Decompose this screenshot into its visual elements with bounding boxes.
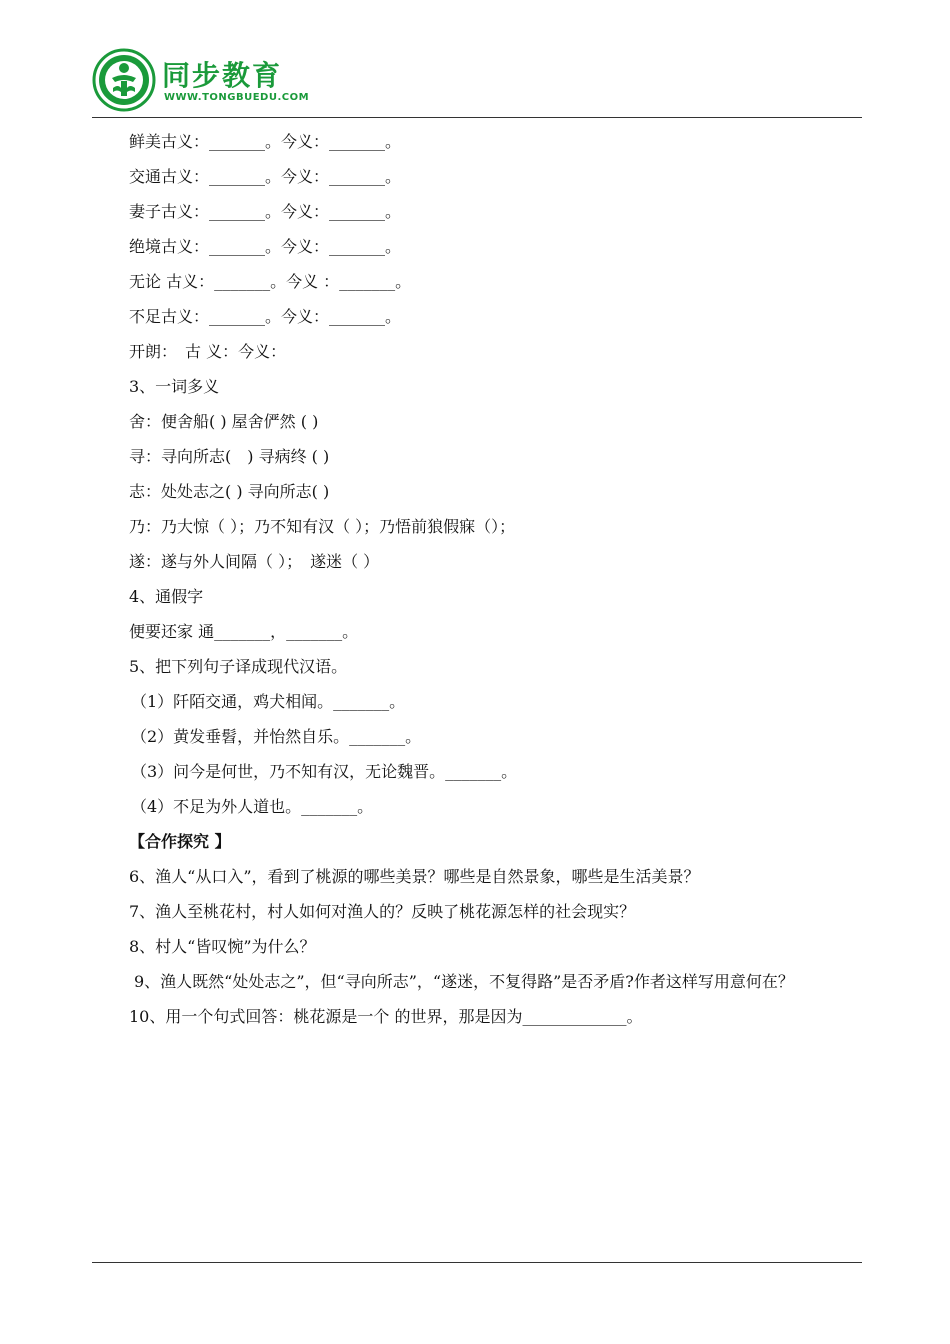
section-heading: 3、一词多义 [129, 377, 220, 396]
question-line: 7、渔人至桃花村，村人如何对渔人的？反映了桃花源怎样的社会现实？ [129, 902, 636, 921]
polysemy-line: 志：处处志之( ) 寻向所志( ) [129, 482, 330, 501]
vocab-line: 无论 古义：_______。今义 ：_______。 [129, 272, 412, 291]
footer-divider [92, 1262, 862, 1263]
section-heading: 5、把下列句子译成现代汉语。 [129, 657, 348, 676]
translation-line: （3）问今是何世，乃不知有汉，无论魏晋。_______。 [131, 762, 518, 781]
question-line: 9、渔人既然“处处志之”，但“寻向所志”，“遂迷，不复得路”是否矛盾?作者这样写用意何在？ [134, 972, 794, 991]
translation-line: （2）黄发垂髫，并怡然自乐。_______。 [131, 727, 422, 746]
vocab-line: 交通古义：_______。今义：_______。 [129, 167, 402, 186]
polysemy-line: 寻：寻向所志( ) 寻病终 ( ) [129, 447, 330, 466]
vocab-line: 不足古义：_______。今义：_______。 [129, 307, 402, 326]
brand-url: WWW.TONGBUEDU.COM [164, 92, 310, 103]
vocab-line: 绝境古义：_______。今义：_______。 [129, 237, 402, 256]
vocab-line: 开朗： 古 义：今义： [129, 342, 287, 361]
worksheet-body [92, 124, 862, 1034]
header-divider [92, 117, 862, 118]
page-header [92, 48, 862, 118]
translation-line: （4）不足为外人道也。_______。 [131, 797, 374, 816]
question-line: 10、用一个句式回答：桃花源是一个 的世界，那是因为_____________。 [129, 1007, 643, 1026]
question-line: 8、村人“皆叹惋”为什么？ [129, 937, 316, 956]
brand-name: 同步教育 [162, 59, 283, 92]
polysemy-line: 遂：遂与外人间隔（ ）； 遂迷（ ） [129, 552, 380, 571]
vocab-line: 妻子古义：_______。今义：_______。 [129, 202, 402, 221]
tongbu-logo-icon [92, 48, 156, 112]
tongjia-line: 便要还家 通_______，_______。 [129, 622, 359, 641]
question-line: 6、渔人“从口入”，看到了桃源的哪些美景？哪些是自然景象，哪些是生活美景？ [129, 867, 700, 886]
section-heading-cooperative: 【合作探究 】 [129, 832, 231, 851]
polysemy-line: 舍：便舍船( ) 屋舍俨然 ( ) [129, 412, 319, 431]
polysemy-line: 乃：乃大惊（ ）；乃不知有汉（ ）；乃悟前狼假寐（）； [129, 517, 516, 536]
vocab-line: 鲜美古义：_______。今义：_______。 [129, 132, 402, 151]
translation-line: （1）阡陌交通，鸡犬相闻。_______。 [131, 692, 406, 711]
section-heading: 4、通假字 [129, 587, 204, 606]
